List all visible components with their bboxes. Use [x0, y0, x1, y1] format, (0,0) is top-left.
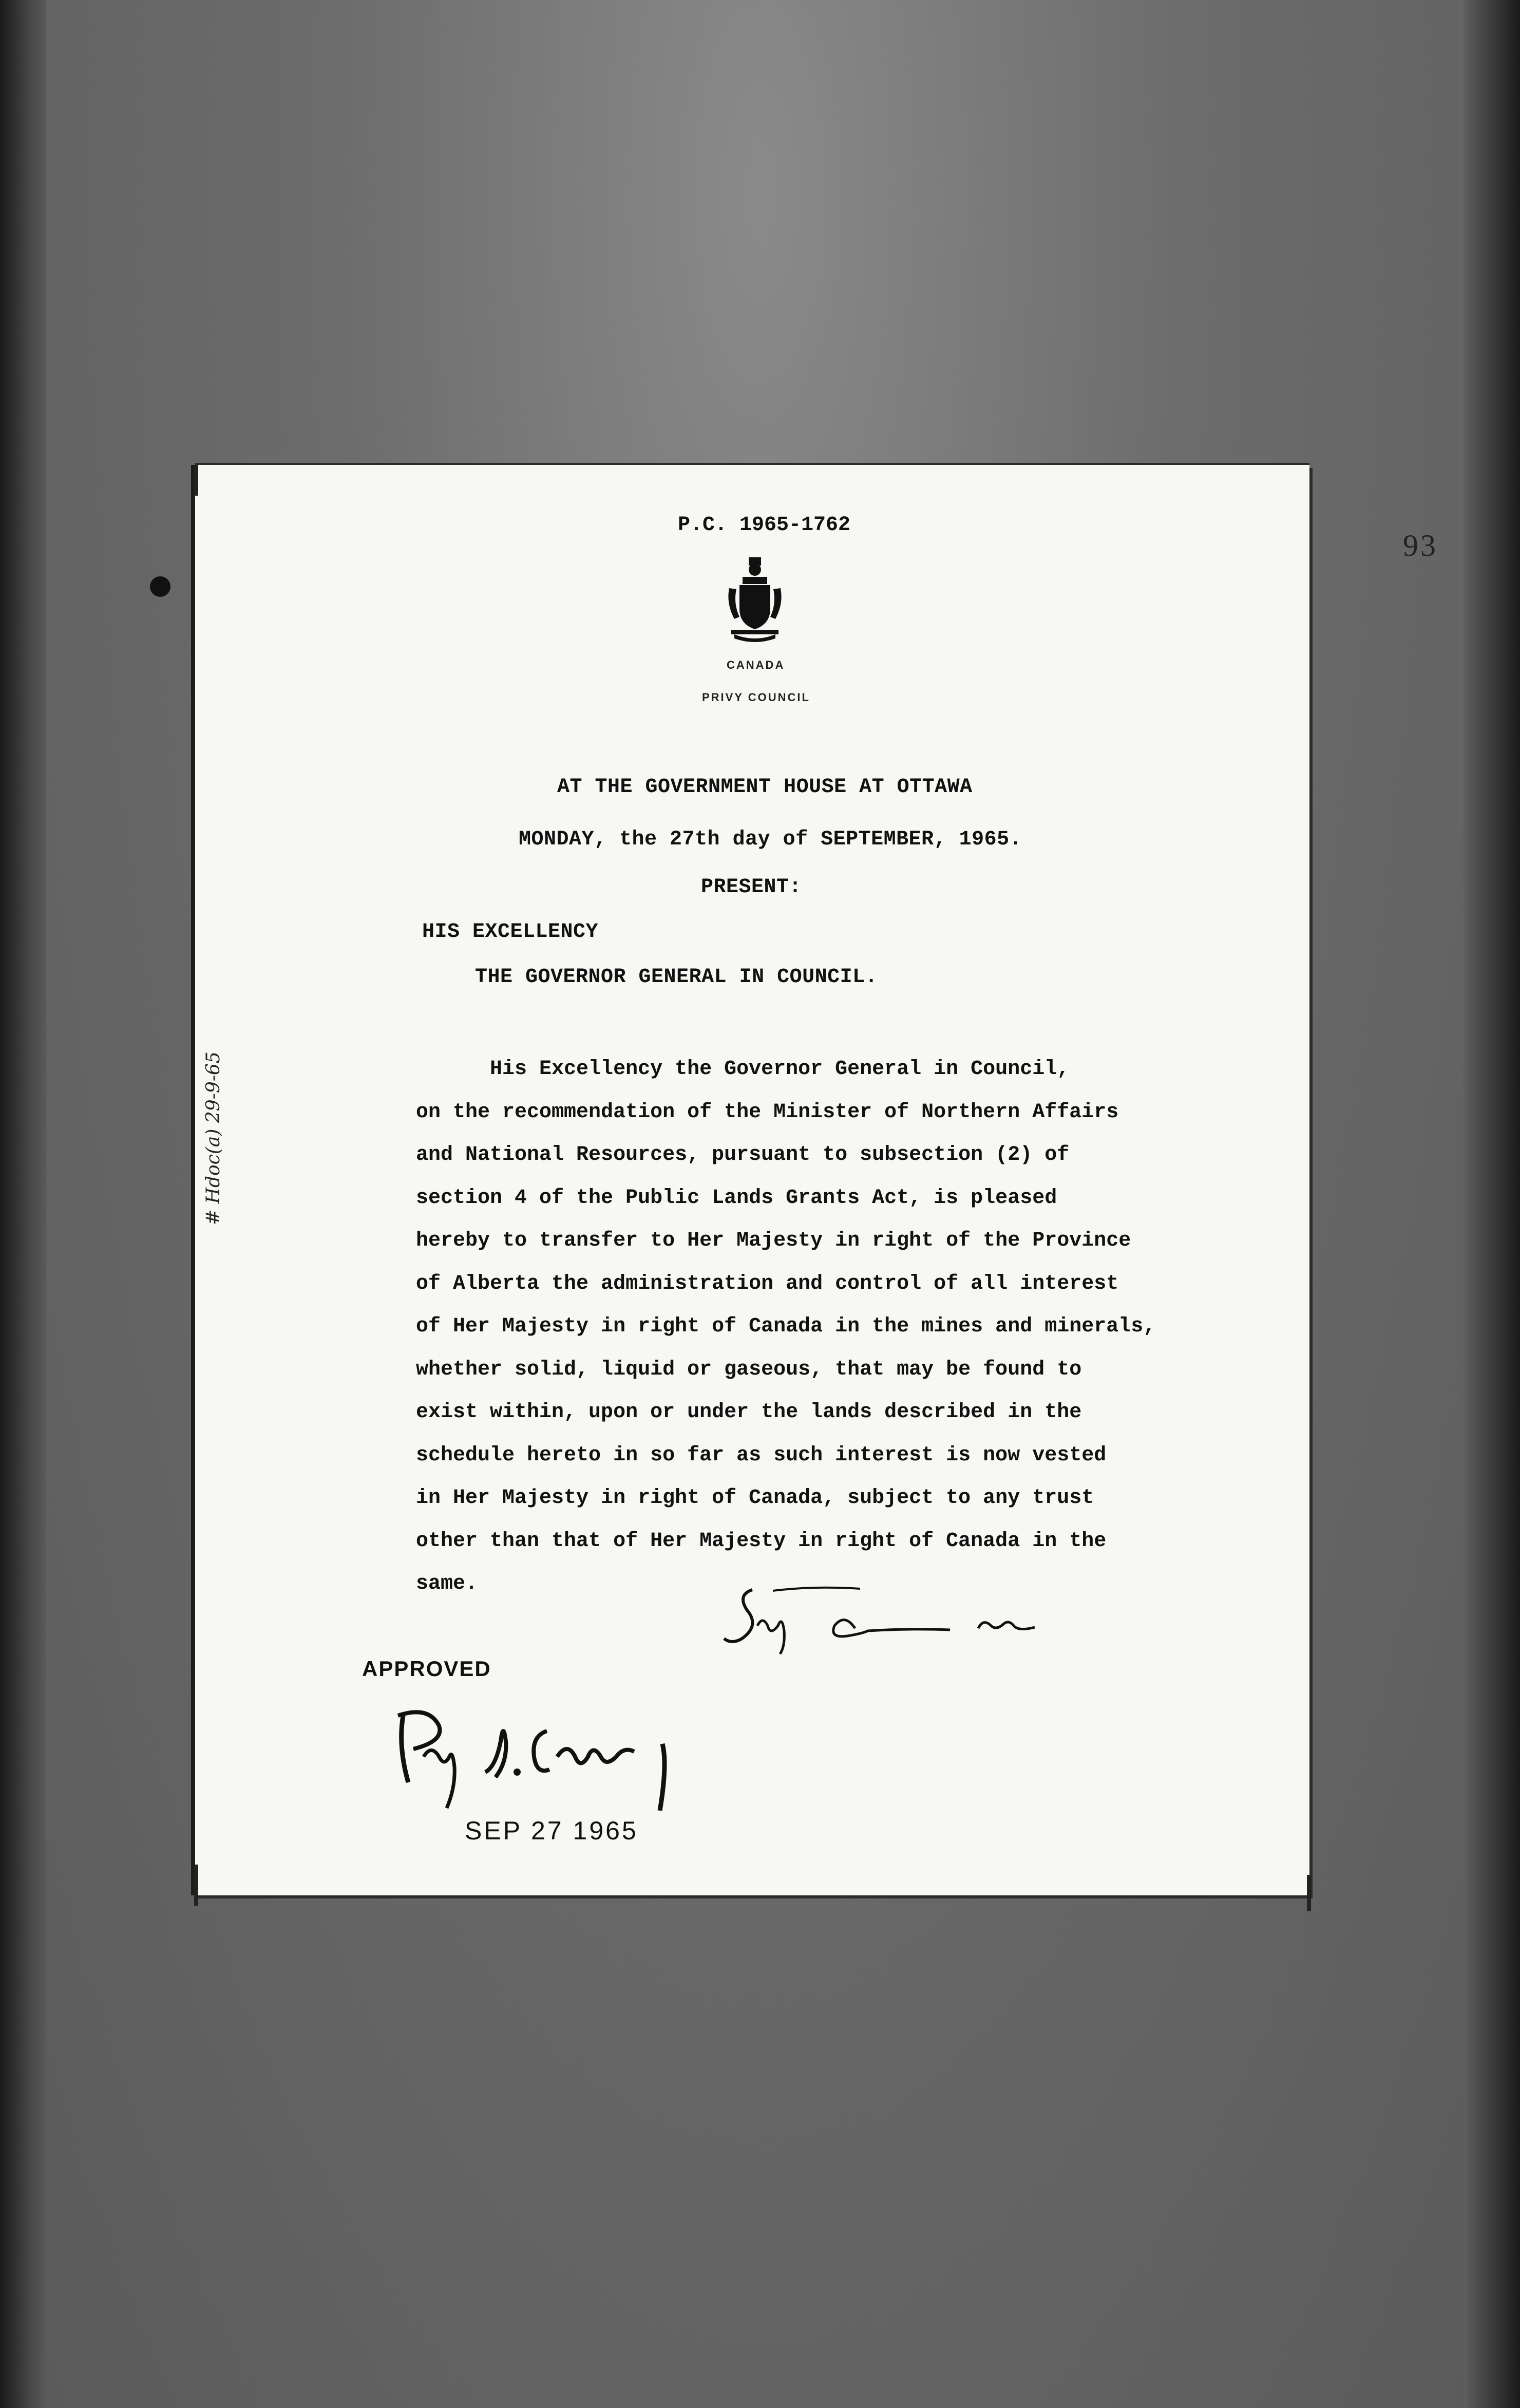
pc-number: P.C. 1965-1762	[678, 514, 851, 537]
body-line: and National Resources, pursuant to subsection (2) of	[416, 1143, 1070, 1167]
approved-label: APPROVED	[362, 1657, 491, 1681]
his-excellency: HIS EXCELLENCY	[422, 920, 599, 944]
date-line: MONDAY, the 27th day of SEPTEMBER, 1965.	[519, 828, 1022, 851]
approval-date-stamp: SEP 27 1965	[465, 1816, 638, 1845]
body-line: same.	[416, 1572, 478, 1595]
body-line: on the recommendation of the Minister of Northern Affairs	[416, 1100, 1119, 1124]
body-line: in Her Majesty in right of Canada, subject to any trust	[416, 1487, 1094, 1510]
arms-caption-privy-council: PRIVY COUNCIL	[702, 691, 810, 704]
governor-general-line: THE GOVERNOR GENERAL IN COUNCIL.	[475, 966, 878, 989]
frame-number: 93	[1403, 529, 1438, 562]
body-line: exist within, upon or under the lands described in the	[416, 1401, 1082, 1424]
present-heading: PRESENT:	[701, 876, 802, 899]
punch-hole	[150, 576, 170, 597]
body-line: other than that of Her Majesty in right of Canada in the	[416, 1529, 1107, 1553]
film-edge-right	[1464, 0, 1520, 2408]
crop-mark-bottom-left	[194, 1865, 198, 1906]
body-line: whether solid, liquid or gaseous, that may be found to	[416, 1358, 1082, 1381]
body-line: schedule hereto in so far as such interest is now vested	[416, 1443, 1107, 1467]
location-heading: AT THE GOVERNMENT HOUSE AT OTTAWA	[557, 776, 973, 799]
body-line: of Alberta the administration and control of all interest	[416, 1272, 1119, 1295]
governor-general-signature	[383, 1695, 711, 1823]
body-line: hereby to transfer to Her Majesty in right of the Province	[416, 1229, 1131, 1252]
body-line: His Excellency the Governor General in Council,	[416, 1058, 1070, 1081]
arms-caption-canada: CANADA	[727, 659, 785, 671]
canada-coat-of-arms-icon	[724, 557, 786, 642]
crop-mark-top-left	[194, 465, 198, 496]
crop-mark-bottom-right	[1307, 1875, 1311, 1911]
body-line: of Her Majesty in right of Canada in the mines and minerals,	[416, 1315, 1156, 1338]
body-line: section 4 of the Public Lands Grants Act, is pleased	[416, 1186, 1057, 1210]
clerk-signature	[721, 1579, 1050, 1662]
handwritten-margin-note: # Hdoc(a) 29-9-65	[203, 1051, 224, 1225]
film-edge-left	[0, 0, 46, 2408]
order-body	[416, 1048, 1217, 1606]
